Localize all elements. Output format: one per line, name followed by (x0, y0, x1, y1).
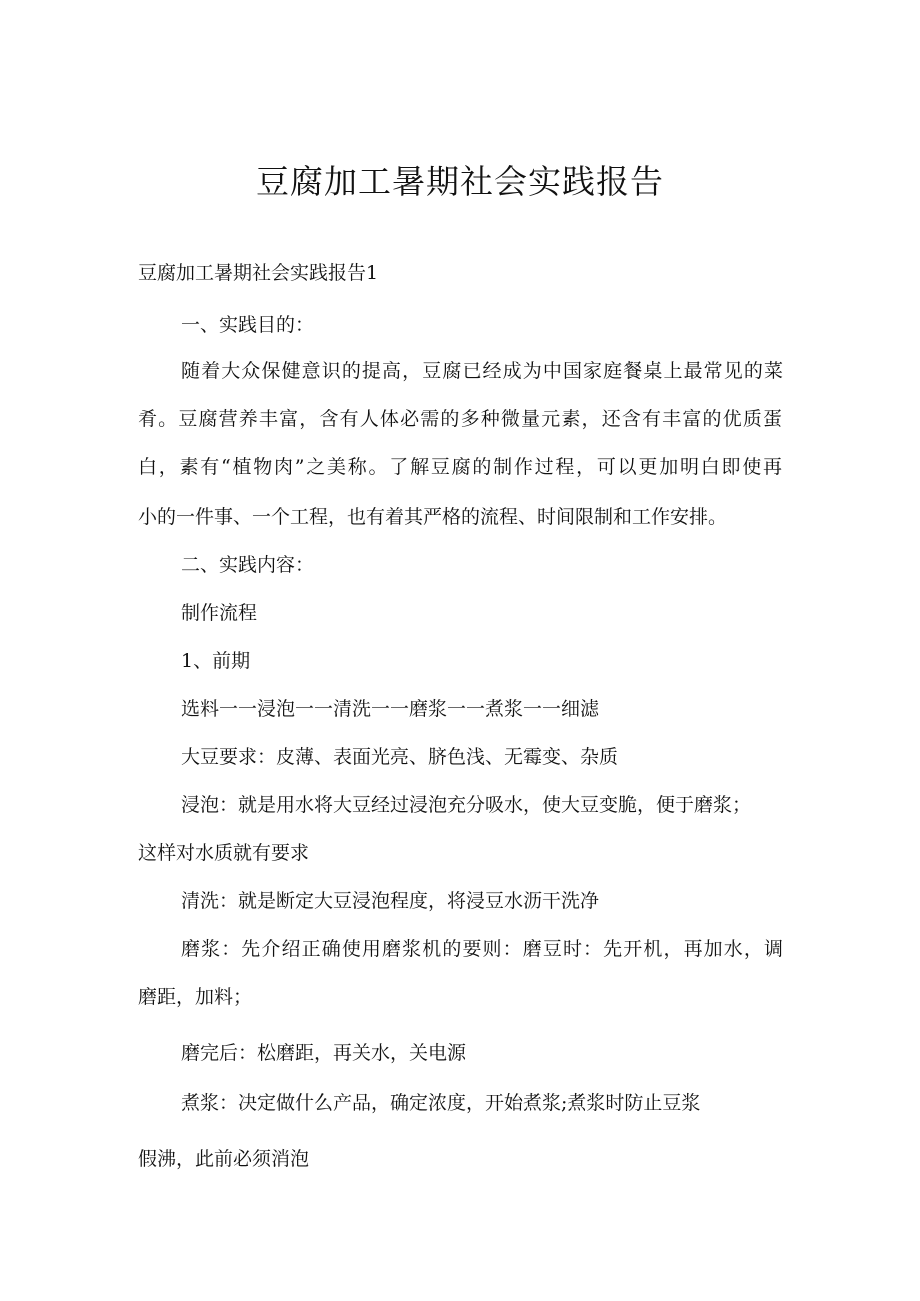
paragraph-line: 磨完后：松磨距，再关水，关电源 (181, 1042, 467, 1064)
section-heading-purpose: 一、实践目的： (181, 314, 315, 336)
paragraph-line: 大豆要求：皮薄、表面光亮、脐色浅、无霉变、杂质 (181, 746, 619, 768)
paragraph-line: 磨距，加料； (138, 986, 253, 1008)
process-flow-line: 选料一一浸泡一一清洗一一磨浆一一煮浆一一细滤 (181, 698, 600, 720)
report-heading: 豆腐加工暑期社会实践报告1 (138, 262, 379, 284)
paragraph-line: 肴。豆腐营养丰富，含有人体必需的多种微量元素，还含有丰富的优质蛋 (138, 408, 782, 430)
paragraph-line: 清洗：就是断定大豆浸泡程度，将浸豆水沥干洗净 (181, 890, 600, 912)
document-title: 豆腐加工暑期社会实践报告 (256, 162, 664, 201)
paragraph-line: 浸泡：就是用水将大豆经过浸泡充分吸水，使大豆变脆，便于磨浆； (181, 794, 752, 816)
section-heading-content: 二、实践内容： (181, 554, 315, 576)
paragraph-line: 白，素有“植物肉”之美称。了解豆腐的制作过程，可以更加明白即使再 (138, 456, 782, 478)
paragraph-line: 小的一件事、一个工程，也有着其严格的流程、时间限制和工作安排。 (138, 506, 728, 528)
paragraph-line: 随着大众保健意识的提高，豆腐已经成为中国家庭餐桌上最常见的菜 (181, 360, 783, 382)
subheading-early-stage: 1、前期 (181, 650, 251, 672)
subheading-process: 制作流程 (181, 602, 258, 624)
paragraph-line: 这样对水质就有要求 (138, 842, 310, 864)
paragraph-line: 煮浆：决定做什么产品，确定浓度，开始煮浆;煮浆时防止豆浆 (181, 1092, 701, 1114)
paragraph-line: 假沸，此前必须消泡 (138, 1148, 310, 1170)
paragraph-line: 磨浆：先介绍正确使用磨浆机的要则：磨豆时：先开机，再加水，调 (181, 938, 783, 960)
